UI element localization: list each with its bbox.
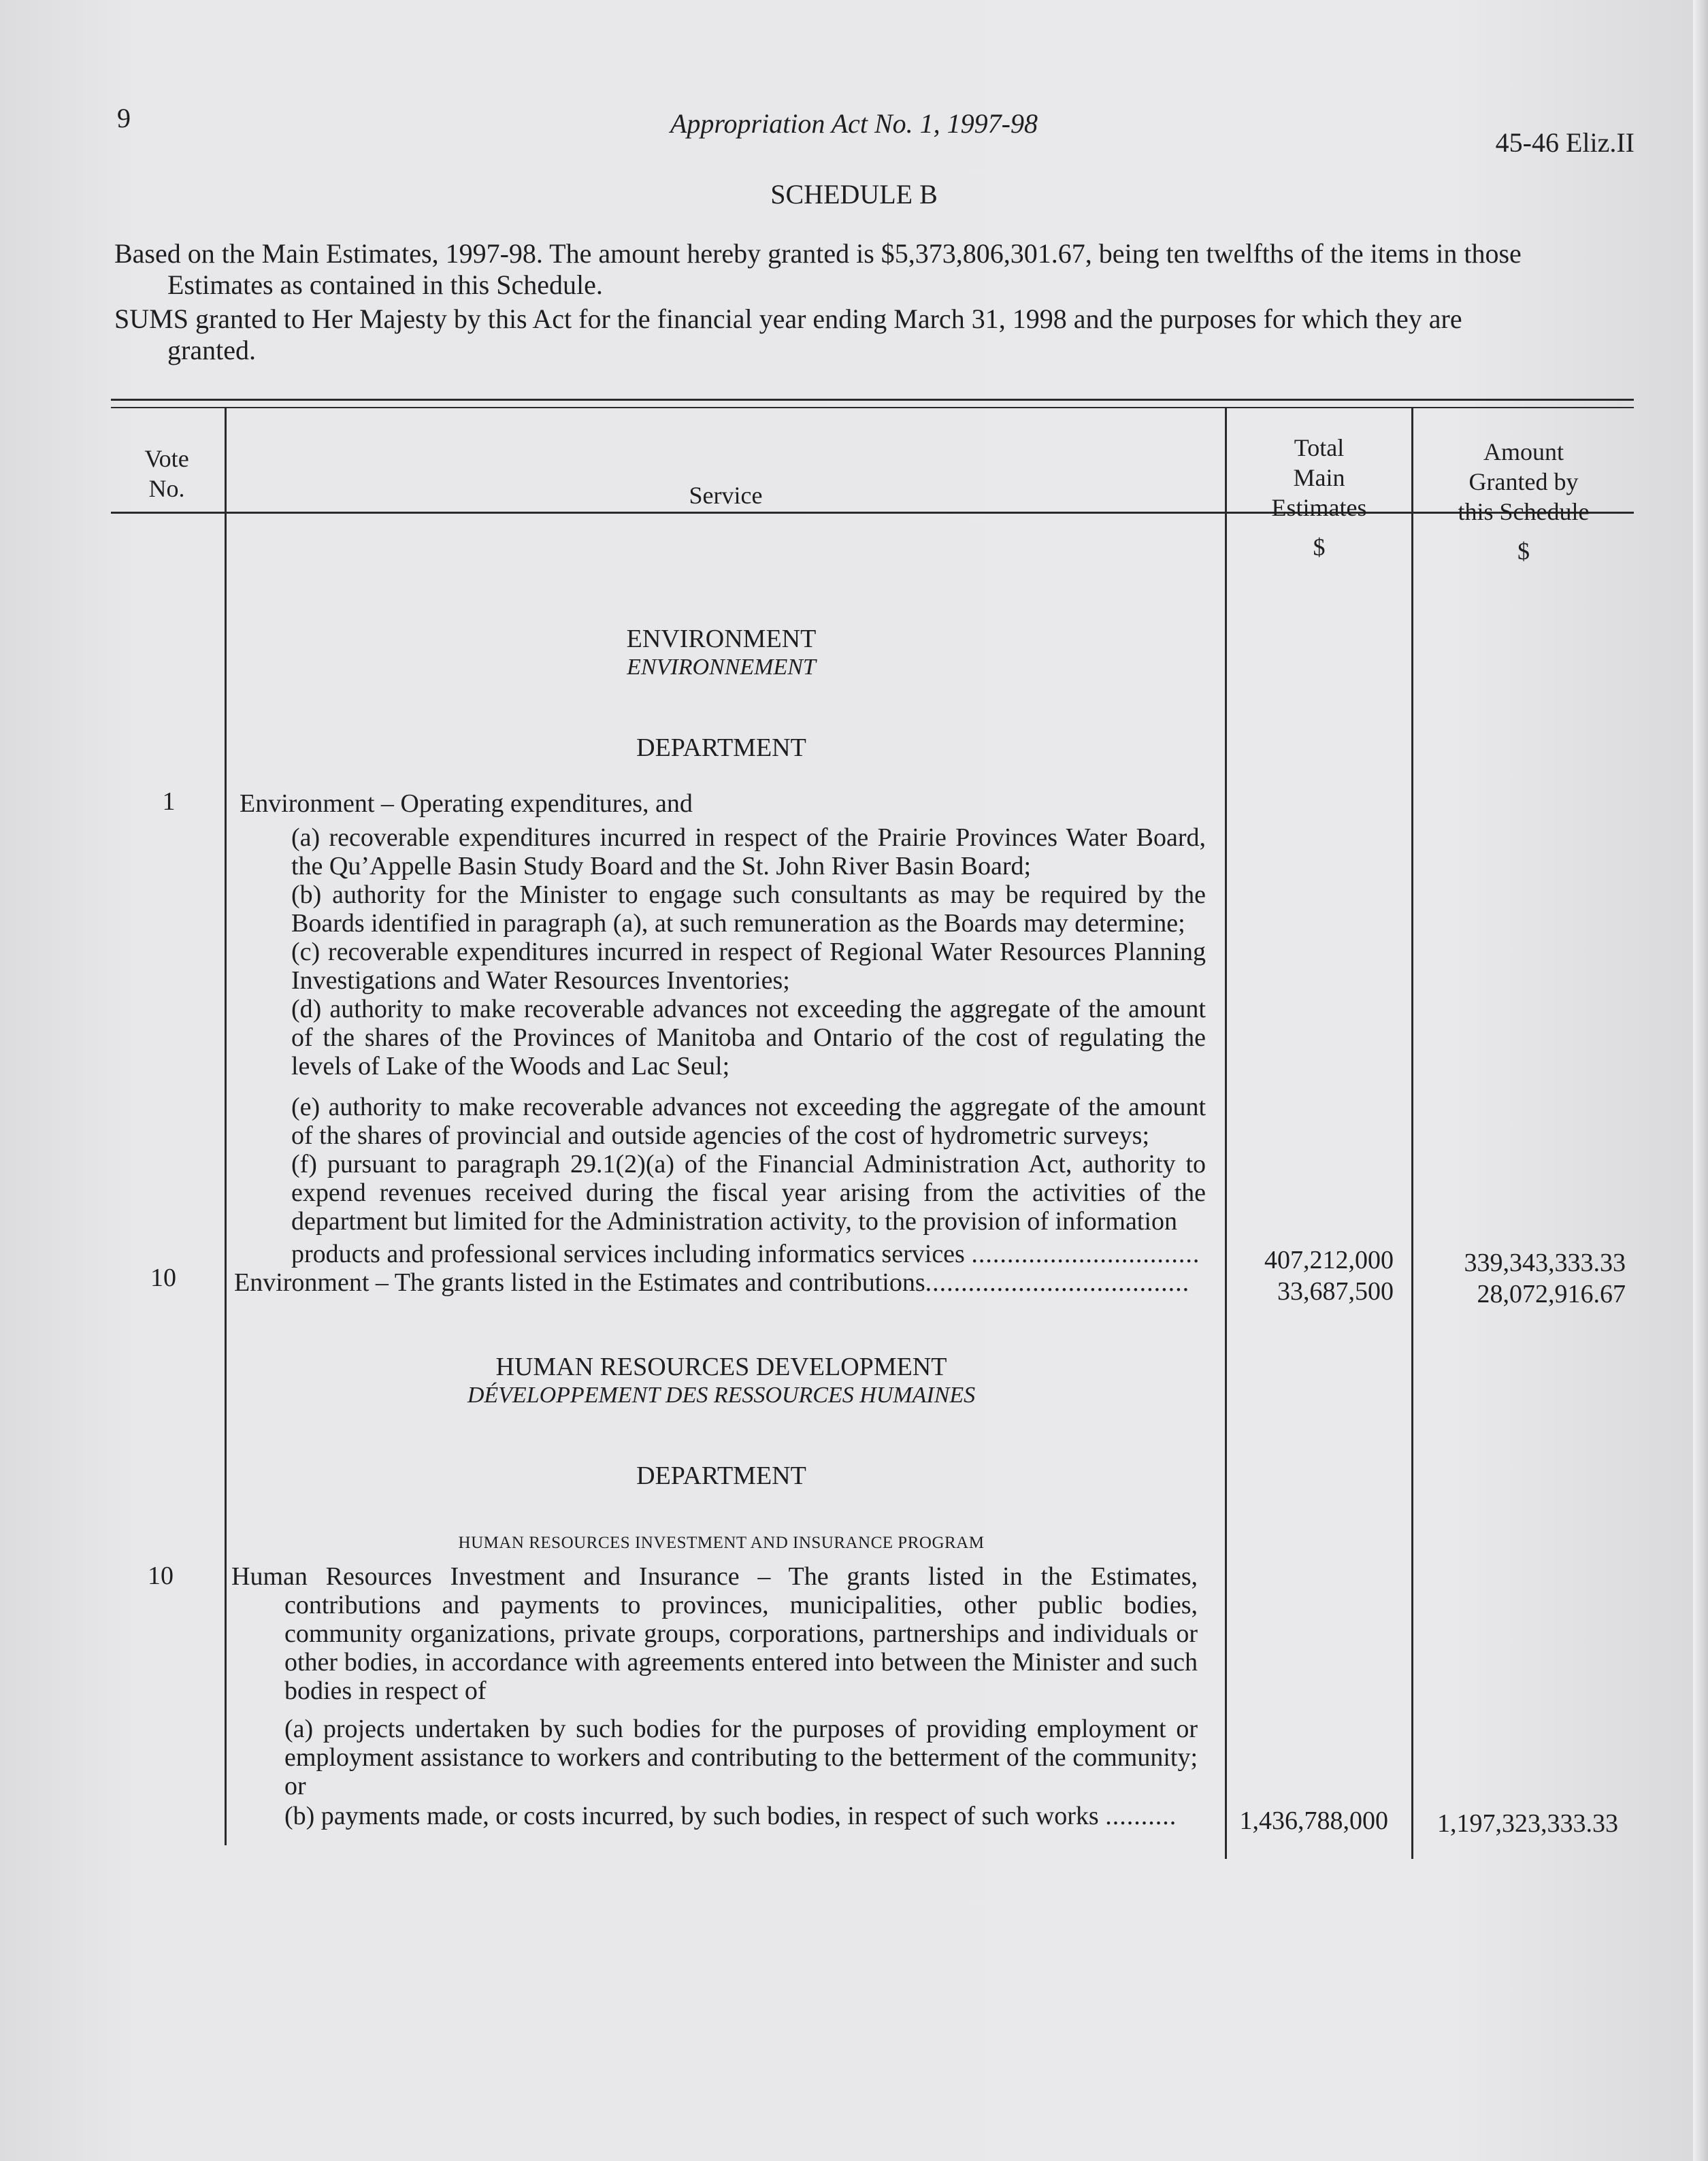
column-divider-service: [1225, 408, 1227, 1859]
leader-dots: .....................................: [925, 1268, 1190, 1297]
header-text: Vote: [144, 445, 189, 472]
service-text: (b) payments made, or costs incurred, by such bodies, in respect of such works: [284, 1802, 1099, 1830]
header-text: Total: [1294, 434, 1345, 461]
header-text: Granted by: [1468, 468, 1579, 495]
header-amount-granted: [1413, 437, 1634, 527]
page-edge: [1693, 0, 1708, 2161]
header-service: Service: [689, 482, 763, 509]
intro-paragraph-1: [114, 238, 1632, 301]
service-item-a: (a) recoverable expenditures incurred in respect of the Prairie Provinces Water Board, the Qu’Appelle Basin Study Board and the St. John River Basin Board;: [291, 823, 1206, 880]
service-text: products and professional services including informatics services: [291, 1240, 965, 1268]
service-item-c: (c) recoverable expenditures incurred in respect of Regional Water Resources Planning Investigations and Water Resources Inventories;: [291, 938, 1206, 995]
service-lead: Environment – Operating expenditures, and: [240, 789, 693, 818]
vote-number: 1: [162, 787, 176, 816]
service-text: Human Resources Investment and Insurance – The grants listed in the Estimates, contributions and payments to provinces, municipalities, other public bodies, community organizations, private groups, corporations, partnerships and individuals or other bodies, in accordance with agreements entered into between the Minister and such bodies in respect of: [231, 1562, 1198, 1705]
schedule-title: SCHEDULE B: [770, 179, 938, 210]
department-heading: DEPARTMENT: [636, 733, 806, 762]
ministry-environment: [225, 625, 1218, 682]
service-item-e: (e) authority to make recoverable advances not exceeding the aggregate of the amount of the shares of provincial and outside agencies of the cost of hydrometric surveys;: [291, 1093, 1206, 1150]
total-main-estimates-value: 33,687,500: [1277, 1277, 1394, 1306]
service-item-f-end: [291, 1240, 1206, 1268]
currency-total: $: [1313, 533, 1326, 561]
program-heading: HUMAN RESOURCES INVESTMENT AND INSURANCE PROGRAM: [458, 1534, 985, 1552]
department-heading: DEPARTMENT: [636, 1462, 806, 1490]
ministry-name-fr: DÉVELOPPEMENT DES RESSOURCES HUMAINES: [467, 1383, 976, 1408]
header-vote-no: [116, 444, 218, 504]
header-text: Main: [1293, 464, 1345, 491]
service-item-d: (d) authority to make recoverable advances not exceeding the aggregate of the amount of the shares of the Provinces of Manitoba and Ontario of the cost of regulating the levels of Lake of the Woods and Lac Seul;: [291, 995, 1206, 1080]
ministry-name-en: HUMAN RESOURCES DEVELOPMENT: [495, 1353, 947, 1381]
intro-paragraph-2: [114, 303, 1632, 366]
intro-line: granted.: [167, 335, 256, 365]
service-item-b: [284, 1802, 1198, 1830]
amount-granted-value: 1,197,323,333.33: [1437, 1809, 1618, 1838]
vote-number: 10: [148, 1562, 174, 1590]
service-line: [234, 1268, 1207, 1297]
service-item-a: (a) projects undertaken by such bodies for the purposes of providing employment or employment assistance to workers and contributing to the betterment of the community; or: [284, 1715, 1198, 1800]
total-main-estimates-value: 407,212,000: [1264, 1246, 1394, 1274]
act-title: Appropriation Act No. 1, 1997-98: [670, 108, 1038, 139]
table-top-rule: [111, 399, 1634, 401]
ministry-name-en: ENVIRONMENT: [626, 625, 817, 653]
ministry-human-resources-development: [225, 1353, 1218, 1410]
intro-line: Estimates as contained in this Schedule.: [167, 269, 603, 300]
amount-granted-value: 339,343,333.33: [1464, 1249, 1626, 1277]
page-number: 9: [117, 103, 131, 133]
column-divider-total: [1411, 408, 1413, 1859]
intro-line: Based on the Main Estimates, 1997-98. The amount hereby granted is $5,373,806,301.67, being ten twelfths of the items in those: [114, 238, 1522, 269]
regnal-year: 45-46 Eliz.II: [1495, 127, 1635, 158]
service-text: Environment – The grants listed in the Estimates and contributions: [234, 1268, 925, 1297]
vote-number: 10: [150, 1264, 176, 1292]
header-text: this Schedule: [1458, 498, 1590, 525]
service-item-b: (b) authority for the Minister to engage such consultants as may be required by the Boards identified in paragraph (a), at such remuneration as the Boards may determine;: [291, 880, 1206, 938]
header-text: Amount: [1483, 438, 1564, 465]
table-top-rule-2: [111, 407, 1634, 408]
currency-granted: $: [1517, 538, 1530, 565]
leader-dots: ................................: [971, 1240, 1200, 1268]
service-item-f: (f) pursuant to paragraph 29.1(2)(a) of the Financial Administration Act, authority to expend revenues received during the fiscal year arising from the activities of the department but limited for the Administration activity, to the provision of information: [291, 1150, 1206, 1236]
amount-granted-value: 28,072,916.67: [1477, 1280, 1626, 1308]
header-total-main-estimates: [1227, 433, 1411, 523]
leader-dots: ..........: [1105, 1802, 1177, 1830]
column-divider-vote: [225, 408, 227, 1845]
header-text: Estimates: [1271, 494, 1367, 521]
service-lead: [231, 1562, 1198, 1705]
total-main-estimates-value: 1,436,788,000: [1239, 1807, 1388, 1835]
ministry-name-fr: ENVIRONNEMENT: [627, 655, 816, 680]
header-text: No.: [148, 475, 185, 502]
intro-line: SUMS granted to Her Majesty by this Act for the financial year ending March 31, 1998 and the purposes for which they are: [114, 303, 1462, 334]
